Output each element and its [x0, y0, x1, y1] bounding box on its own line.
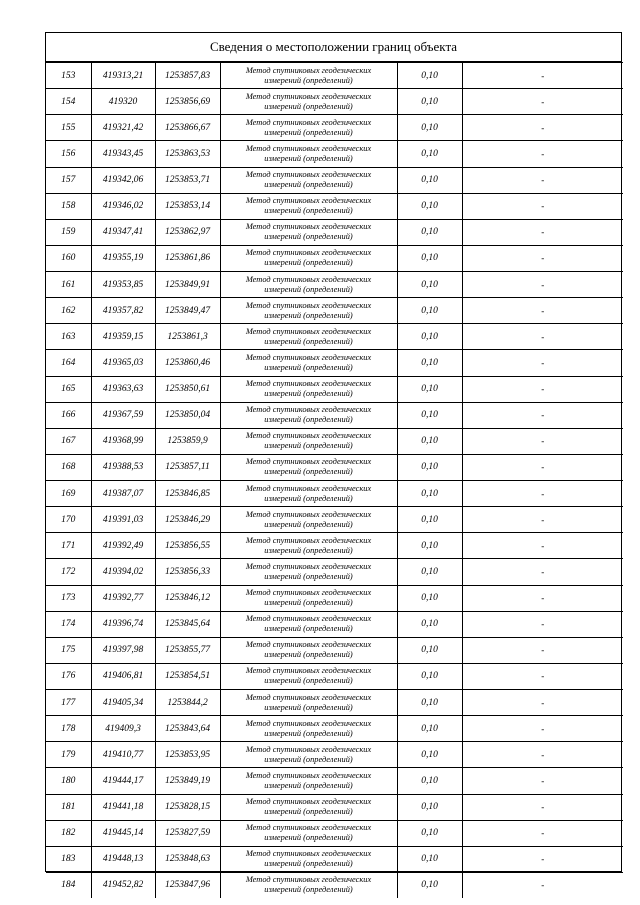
point-number-cell: 182 — [46, 820, 91, 846]
method-line-2: измерений (определений) — [264, 754, 353, 764]
x-coordinate-cell: 419387,07 — [91, 481, 155, 507]
accuracy-cell: 0,10 — [397, 690, 462, 716]
x-coordinate-cell: 419320 — [91, 89, 155, 115]
method-line-2: измерений (определений) — [264, 885, 353, 895]
point-number-cell: 154 — [46, 89, 91, 115]
method-cell — [220, 193, 397, 219]
accuracy-cell: 0,10 — [397, 272, 462, 298]
method-cell — [220, 428, 397, 454]
point-number-cell: 169 — [46, 481, 91, 507]
method-cell — [220, 872, 397, 898]
method-line-1: Метод спутниковых геодезических — [245, 718, 372, 728]
x-coordinate-cell: 419343,45 — [91, 141, 155, 167]
x-coordinate-cell: 419409,3 — [91, 716, 155, 742]
accuracy-cell: 0,10 — [397, 115, 462, 141]
method-line-1: Метод спутниковых геодезических — [245, 326, 372, 336]
y-coordinate-cell: 1253845,64 — [155, 611, 220, 637]
accuracy-cell: 0,10 — [397, 533, 462, 559]
y-coordinate-cell: 1253843,64 — [155, 716, 220, 742]
y-coordinate-cell: 1253857,83 — [155, 63, 220, 89]
x-coordinate-cell: 419397,98 — [91, 637, 155, 663]
point-number-cell: 168 — [46, 454, 91, 480]
table-row — [46, 63, 623, 89]
table-row — [46, 89, 623, 115]
table-row — [46, 663, 623, 689]
accuracy-cell: 0,10 — [397, 454, 462, 480]
y-coordinate-cell: 1253850,04 — [155, 402, 220, 428]
accuracy-cell: 0,10 — [397, 872, 462, 898]
y-coordinate-cell: 1253846,85 — [155, 481, 220, 507]
method-line-2: измерений (определений) — [264, 101, 353, 111]
y-coordinate-cell: 1253853,14 — [155, 193, 220, 219]
y-coordinate-cell: 1253849,19 — [155, 768, 220, 794]
method-cell — [220, 454, 397, 480]
point-number-cell: 160 — [46, 245, 91, 271]
point-number-cell: 155 — [46, 115, 91, 141]
point-number-cell: 176 — [46, 663, 91, 689]
method-line-2: измерений (определений) — [264, 624, 353, 634]
table-row — [46, 637, 623, 663]
note-cell: - — [462, 716, 623, 742]
boundary-points-table — [46, 62, 623, 898]
method-cell — [220, 820, 397, 846]
y-coordinate-cell: 1253844,2 — [155, 690, 220, 716]
x-coordinate-cell: 419347,41 — [91, 219, 155, 245]
x-coordinate-cell: 419346,02 — [91, 193, 155, 219]
y-coordinate-cell: 1253861,86 — [155, 245, 220, 271]
table-row — [46, 272, 623, 298]
y-coordinate-cell: 1253827,59 — [155, 820, 220, 846]
table-row — [46, 716, 623, 742]
method-line-2: измерений (определений) — [264, 415, 353, 425]
y-coordinate-cell: 1253866,67 — [155, 115, 220, 141]
method-line-1: Метод спутниковых геодезических — [245, 770, 372, 780]
method-line-2: измерений (определений) — [264, 441, 353, 451]
note-cell: - — [462, 481, 623, 507]
note-cell: - — [462, 768, 623, 794]
table-row — [46, 611, 623, 637]
y-coordinate-cell: 1253854,51 — [155, 663, 220, 689]
point-number-cell: 180 — [46, 768, 91, 794]
y-coordinate-cell: 1253862,97 — [155, 219, 220, 245]
method-line-1: Метод спутниковых геодезических — [245, 457, 372, 467]
point-number-cell: 179 — [46, 742, 91, 768]
method-cell — [220, 63, 397, 89]
x-coordinate-cell: 419353,85 — [91, 272, 155, 298]
accuracy-cell: 0,10 — [397, 63, 462, 89]
point-number-cell: 165 — [46, 376, 91, 402]
accuracy-cell: 0,10 — [397, 167, 462, 193]
method-line-1: Метод спутниковых геодезических — [245, 300, 372, 310]
accuracy-cell: 0,10 — [397, 245, 462, 271]
table-row — [46, 481, 623, 507]
method-cell — [220, 742, 397, 768]
accuracy-cell: 0,10 — [397, 663, 462, 689]
note-cell: - — [462, 141, 623, 167]
x-coordinate-cell: 419441,18 — [91, 794, 155, 820]
note-cell: - — [462, 115, 623, 141]
method-line-2: измерений (определений) — [264, 807, 353, 817]
method-line-1: Метод спутниковых геодезических — [245, 431, 372, 441]
note-cell: - — [462, 794, 623, 820]
table-row — [46, 245, 623, 271]
method-cell — [220, 298, 397, 324]
accuracy-cell: 0,10 — [397, 637, 462, 663]
accuracy-cell: 0,10 — [397, 481, 462, 507]
y-coordinate-cell: 1253850,61 — [155, 376, 220, 402]
method-line-1: Метод спутниковых геодезических — [245, 483, 372, 493]
method-line-2: измерений (определений) — [264, 258, 353, 268]
accuracy-cell: 0,10 — [397, 716, 462, 742]
table-row — [46, 690, 623, 716]
x-coordinate-cell: 419365,03 — [91, 350, 155, 376]
table-row — [46, 141, 623, 167]
method-line-1: Метод спутниковых геодезических — [245, 561, 372, 571]
x-coordinate-cell: 419406,81 — [91, 663, 155, 689]
method-cell — [220, 846, 397, 872]
x-coordinate-cell: 419391,03 — [91, 507, 155, 533]
note-cell: - — [462, 846, 623, 872]
note-cell: - — [462, 298, 623, 324]
method-line-1: Метод спутниковых геодезических — [245, 509, 372, 519]
method-cell — [220, 245, 397, 271]
section-title: Сведения о местоположении границ объекта — [46, 33, 621, 62]
method-line-2: измерений (определений) — [264, 598, 353, 608]
x-coordinate-cell: 419357,82 — [91, 298, 155, 324]
note-cell: - — [462, 219, 623, 245]
method-line-2: измерений (определений) — [264, 728, 353, 738]
method-line-2: измерений (определений) — [264, 571, 353, 581]
method-line-1: Метод спутниковых геодезических — [245, 823, 372, 833]
y-coordinate-cell: 1253855,77 — [155, 637, 220, 663]
y-coordinate-cell: 1253846,29 — [155, 507, 220, 533]
method-line-1: Метод спутниковых геодезических — [245, 666, 372, 676]
accuracy-cell: 0,10 — [397, 193, 462, 219]
point-number-cell: 164 — [46, 350, 91, 376]
method-line-2: измерений (определений) — [264, 493, 353, 503]
point-number-cell: 172 — [46, 559, 91, 585]
method-cell — [220, 768, 397, 794]
point-number-cell: 175 — [46, 637, 91, 663]
accuracy-cell: 0,10 — [397, 742, 462, 768]
table-row — [46, 533, 623, 559]
note-cell: - — [462, 585, 623, 611]
accuracy-cell: 0,10 — [397, 507, 462, 533]
y-coordinate-cell: 1253848,63 — [155, 846, 220, 872]
y-coordinate-cell: 1253856,33 — [155, 559, 220, 585]
note-cell: - — [462, 428, 623, 454]
document-frame — [45, 32, 622, 895]
x-coordinate-cell: 419321,42 — [91, 115, 155, 141]
method-line-2: измерений (определений) — [264, 362, 353, 372]
point-number-cell: 177 — [46, 690, 91, 716]
method-line-2: измерений (определений) — [264, 206, 353, 216]
method-line-1: Метод спутниковых геодезических — [245, 875, 372, 885]
x-coordinate-cell: 419405,34 — [91, 690, 155, 716]
y-coordinate-cell: 1253849,47 — [155, 298, 220, 324]
x-coordinate-cell: 419445,14 — [91, 820, 155, 846]
point-number-cell: 158 — [46, 193, 91, 219]
point-number-cell: 161 — [46, 272, 91, 298]
y-coordinate-cell: 1253860,46 — [155, 350, 220, 376]
method-line-1: Метод спутниковых геодезических — [245, 588, 372, 598]
y-coordinate-cell: 1253861,3 — [155, 324, 220, 350]
table-body — [46, 63, 623, 899]
point-number-cell: 163 — [46, 324, 91, 350]
method-line-1: Метод спутниковых геодезических — [245, 797, 372, 807]
table-row — [46, 559, 623, 585]
x-coordinate-cell: 419388,53 — [91, 454, 155, 480]
method-line-2: измерений (определений) — [264, 833, 353, 843]
accuracy-cell: 0,10 — [397, 324, 462, 350]
method-cell — [220, 533, 397, 559]
accuracy-cell: 0,10 — [397, 298, 462, 324]
point-number-cell: 159 — [46, 219, 91, 245]
table-row — [46, 298, 623, 324]
table-row — [46, 846, 623, 872]
method-cell — [220, 559, 397, 585]
method-cell — [220, 219, 397, 245]
method-line-1: Метод спутниковых геодезических — [245, 65, 372, 75]
x-coordinate-cell: 419342,06 — [91, 167, 155, 193]
method-cell — [220, 663, 397, 689]
note-cell: - — [462, 742, 623, 768]
y-coordinate-cell: 1253849,91 — [155, 272, 220, 298]
point-number-cell: 181 — [46, 794, 91, 820]
method-cell — [220, 376, 397, 402]
point-number-cell: 167 — [46, 428, 91, 454]
accuracy-cell: 0,10 — [397, 89, 462, 115]
note-cell: - — [462, 559, 623, 585]
y-coordinate-cell: 1253853,71 — [155, 167, 220, 193]
accuracy-cell: 0,10 — [397, 820, 462, 846]
point-number-cell: 184 — [46, 872, 91, 898]
note-cell: - — [462, 89, 623, 115]
method-line-2: измерений (определений) — [264, 336, 353, 346]
point-number-cell: 183 — [46, 846, 91, 872]
note-cell: - — [462, 820, 623, 846]
method-line-2: измерений (определений) — [264, 153, 353, 163]
method-line-2: измерений (определений) — [264, 284, 353, 294]
method-cell — [220, 324, 397, 350]
method-cell — [220, 507, 397, 533]
table-row — [46, 219, 623, 245]
method-cell — [220, 585, 397, 611]
note-cell: - — [462, 637, 623, 663]
x-coordinate-cell: 419392,77 — [91, 585, 155, 611]
method-line-1: Метод спутниковых геодезических — [245, 640, 372, 650]
table-row — [46, 115, 623, 141]
table-row — [46, 350, 623, 376]
method-cell — [220, 350, 397, 376]
method-line-2: измерений (определений) — [264, 75, 353, 85]
method-cell — [220, 272, 397, 298]
table-row — [46, 872, 623, 898]
x-coordinate-cell: 419410,77 — [91, 742, 155, 768]
note-cell: - — [462, 533, 623, 559]
method-line-1: Метод спутниковых геодезических — [245, 535, 372, 545]
method-cell — [220, 115, 397, 141]
method-line-1: Метод спутниковых геодезических — [245, 274, 372, 284]
accuracy-cell: 0,10 — [397, 846, 462, 872]
method-line-1: Метод спутниковых геодезических — [245, 248, 372, 258]
x-coordinate-cell: 419396,74 — [91, 611, 155, 637]
x-coordinate-cell: 419363,63 — [91, 376, 155, 402]
y-coordinate-cell: 1253863,53 — [155, 141, 220, 167]
note-cell: - — [462, 245, 623, 271]
note-cell: - — [462, 663, 623, 689]
table-row — [46, 820, 623, 846]
table-row — [46, 794, 623, 820]
note-cell: - — [462, 350, 623, 376]
method-line-2: измерений (определений) — [264, 127, 353, 137]
method-line-2: измерений (определений) — [264, 859, 353, 869]
accuracy-cell: 0,10 — [397, 611, 462, 637]
method-line-1: Метод спутниковых геодезических — [245, 352, 372, 362]
method-cell — [220, 89, 397, 115]
accuracy-cell: 0,10 — [397, 794, 462, 820]
x-coordinate-cell: 419359,15 — [91, 324, 155, 350]
table-row — [46, 167, 623, 193]
method-cell — [220, 716, 397, 742]
method-line-1: Метод спутниковых геодезических — [245, 614, 372, 624]
method-line-1: Метод спутниковых геодезических — [245, 744, 372, 754]
accuracy-cell: 0,10 — [397, 768, 462, 794]
point-number-cell: 157 — [46, 167, 91, 193]
method-cell — [220, 637, 397, 663]
method-cell — [220, 794, 397, 820]
note-cell: - — [462, 507, 623, 533]
table-row — [46, 402, 623, 428]
accuracy-cell: 0,10 — [397, 402, 462, 428]
accuracy-cell: 0,10 — [397, 219, 462, 245]
note-cell: - — [462, 167, 623, 193]
note-cell: - — [462, 872, 623, 898]
point-number-cell: 170 — [46, 507, 91, 533]
y-coordinate-cell: 1253828,15 — [155, 794, 220, 820]
x-coordinate-cell: 419394,02 — [91, 559, 155, 585]
method-cell — [220, 167, 397, 193]
method-cell — [220, 690, 397, 716]
x-coordinate-cell: 419313,21 — [91, 63, 155, 89]
x-coordinate-cell: 419367,59 — [91, 402, 155, 428]
x-coordinate-cell: 419355,19 — [91, 245, 155, 271]
table-row — [46, 428, 623, 454]
x-coordinate-cell: 419452,82 — [91, 872, 155, 898]
point-number-cell: 166 — [46, 402, 91, 428]
method-line-1: Метод спутниковых геодезических — [245, 222, 372, 232]
method-cell — [220, 481, 397, 507]
method-line-2: измерений (определений) — [264, 519, 353, 529]
method-line-1: Метод спутниковых геодезических — [245, 117, 372, 127]
method-line-1: Метод спутниковых геодезических — [245, 692, 372, 702]
method-line-2: измерений (определений) — [264, 467, 353, 477]
method-line-1: Метод спутниковых геодезических — [245, 849, 372, 859]
y-coordinate-cell: 1253847,96 — [155, 872, 220, 898]
point-number-cell: 173 — [46, 585, 91, 611]
y-coordinate-cell: 1253846,12 — [155, 585, 220, 611]
accuracy-cell: 0,10 — [397, 559, 462, 585]
method-line-2: измерений (определений) — [264, 545, 353, 555]
point-number-cell: 153 — [46, 63, 91, 89]
x-coordinate-cell: 419448,13 — [91, 846, 155, 872]
method-line-2: измерений (определений) — [264, 676, 353, 686]
note-cell: - — [462, 611, 623, 637]
method-line-1: Метод спутниковых геодезических — [245, 143, 372, 153]
y-coordinate-cell: 1253856,69 — [155, 89, 220, 115]
note-cell: - — [462, 690, 623, 716]
method-line-2: измерений (определений) — [264, 780, 353, 790]
method-line-2: измерений (определений) — [264, 702, 353, 712]
note-cell: - — [462, 324, 623, 350]
table-row — [46, 768, 623, 794]
y-coordinate-cell: 1253856,55 — [155, 533, 220, 559]
note-cell: - — [462, 272, 623, 298]
note-cell: - — [462, 402, 623, 428]
y-coordinate-cell: 1253857,11 — [155, 454, 220, 480]
x-coordinate-cell: 419368,99 — [91, 428, 155, 454]
accuracy-cell: 0,10 — [397, 428, 462, 454]
point-number-cell: 156 — [46, 141, 91, 167]
table-row — [46, 742, 623, 768]
y-coordinate-cell: 1253859,9 — [155, 428, 220, 454]
accuracy-cell: 0,10 — [397, 141, 462, 167]
note-cell: - — [462, 193, 623, 219]
accuracy-cell: 0,10 — [397, 350, 462, 376]
table-row — [46, 193, 623, 219]
accuracy-cell: 0,10 — [397, 585, 462, 611]
note-cell: - — [462, 63, 623, 89]
x-coordinate-cell: 419392,49 — [91, 533, 155, 559]
method-cell — [220, 402, 397, 428]
table-row — [46, 376, 623, 402]
method-line-1: Метод спутниковых геодезических — [245, 196, 372, 206]
method-line-2: измерений (определений) — [264, 389, 353, 399]
method-cell — [220, 141, 397, 167]
method-line-2: измерений (определений) — [264, 232, 353, 242]
x-coordinate-cell: 419444,17 — [91, 768, 155, 794]
point-number-cell: 178 — [46, 716, 91, 742]
point-number-cell: 162 — [46, 298, 91, 324]
method-line-1: Метод спутниковых геодезических — [245, 91, 372, 101]
method-line-1: Метод спутниковых геодезических — [245, 170, 372, 180]
note-cell: - — [462, 376, 623, 402]
table-row — [46, 585, 623, 611]
method-line-2: измерений (определений) — [264, 310, 353, 320]
accuracy-cell: 0,10 — [397, 376, 462, 402]
method-line-1: Метод спутниковых геодезических — [245, 379, 372, 389]
method-line-1: Метод спутниковых геодезических — [245, 405, 372, 415]
method-line-2: измерений (определений) — [264, 650, 353, 660]
table-row — [46, 454, 623, 480]
method-cell — [220, 611, 397, 637]
table-row — [46, 507, 623, 533]
method-line-2: измерений (определений) — [264, 180, 353, 190]
point-number-cell: 171 — [46, 533, 91, 559]
point-number-cell: 174 — [46, 611, 91, 637]
note-cell: - — [462, 454, 623, 480]
table-row — [46, 324, 623, 350]
y-coordinate-cell: 1253853,95 — [155, 742, 220, 768]
